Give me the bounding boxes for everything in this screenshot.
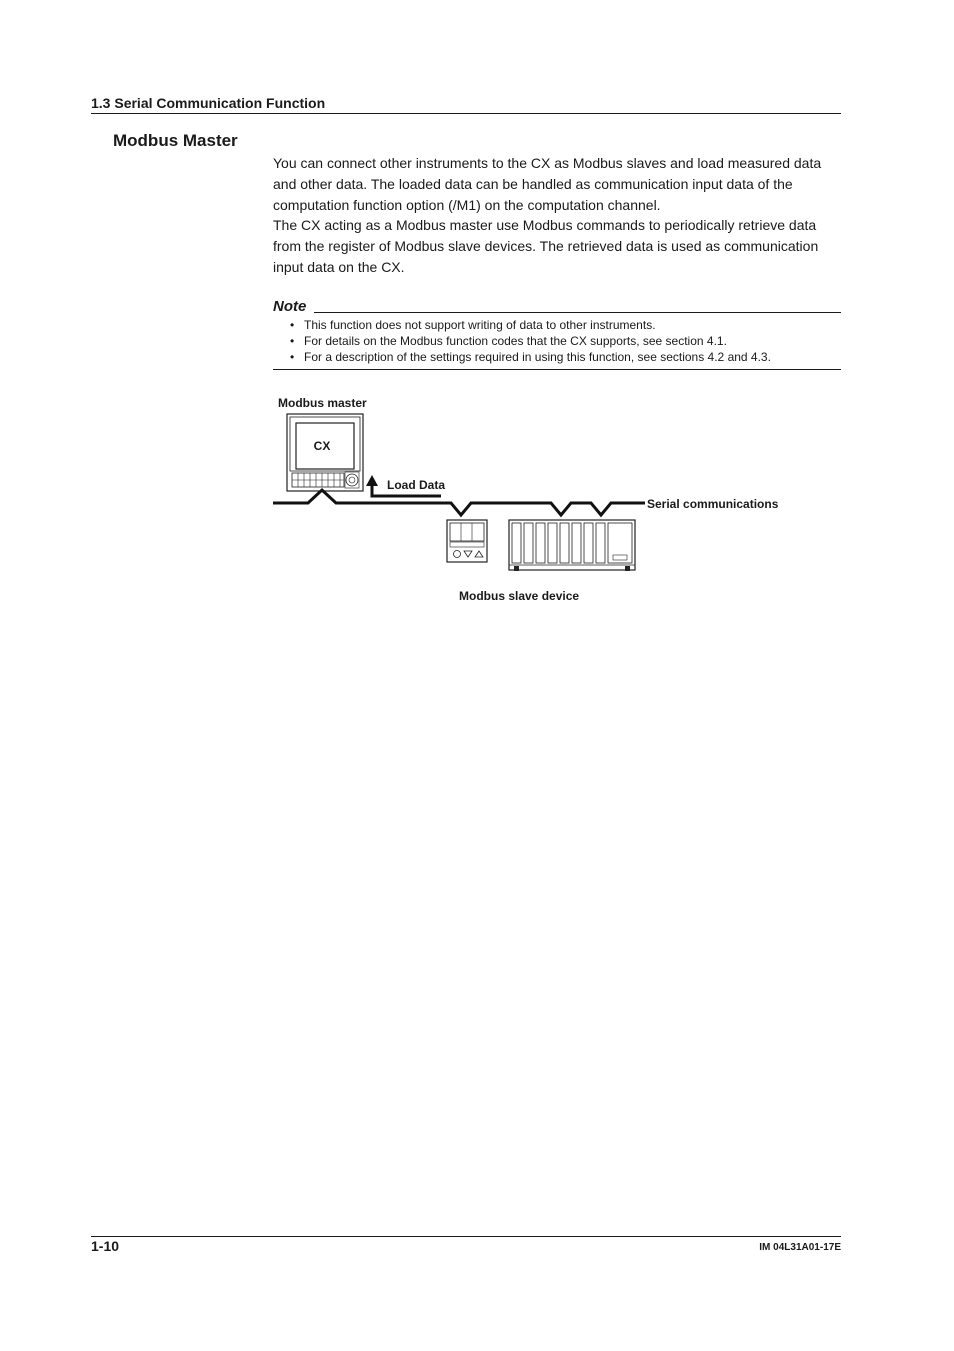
rack-slave-illustration [509, 520, 635, 571]
note-item-text: For a description of the settings required in using this function, see sections 4.2 and 4.3. [304, 350, 771, 364]
load-data-label: Load Data [387, 478, 446, 492]
cx-recorder-illustration [287, 414, 363, 491]
document-id: IM 04L31A01-17E [759, 1242, 841, 1253]
note-item-text: This function does not support writing of data to other instruments. [304, 318, 656, 332]
cx-device-label: CX [313, 439, 331, 453]
bullet: • [290, 318, 295, 332]
controller-slave-illustration [447, 520, 487, 562]
footer-rule [91, 1236, 841, 1237]
paragraph-1: You can connect other instruments to the CX as Modbus slaves and load measured data and other data. The loaded data can be handled as communication input data of the computation function option (/M1) on the computation channel. [273, 155, 822, 213]
paragraph-2: The CX acting as a Modbus master use Modbus commands to periodically retrieve data from the register of Modbus slave devices. The retrieved data is used as communication input data on the CX. [273, 217, 819, 275]
note-item-text: For details on the Modbus function codes that the CX supports, see section 4.1. [304, 334, 727, 348]
load-data-arrow [366, 475, 441, 496]
network-diagram [0, 0, 954, 640]
modbus-master-label: Modbus master [278, 396, 367, 410]
section-header: 1.3 Serial Communication Function [91, 95, 326, 111]
bullet: • [290, 334, 295, 348]
serial-bus-line [273, 490, 645, 515]
serial-communications-label: Serial communications [647, 497, 779, 511]
section-heading: Modbus Master [113, 131, 238, 150]
bullet: • [290, 350, 295, 364]
note-title: Note [273, 298, 307, 315]
modbus-slave-label: Modbus slave device [459, 589, 580, 603]
page-number: 1-10 [91, 1238, 120, 1254]
